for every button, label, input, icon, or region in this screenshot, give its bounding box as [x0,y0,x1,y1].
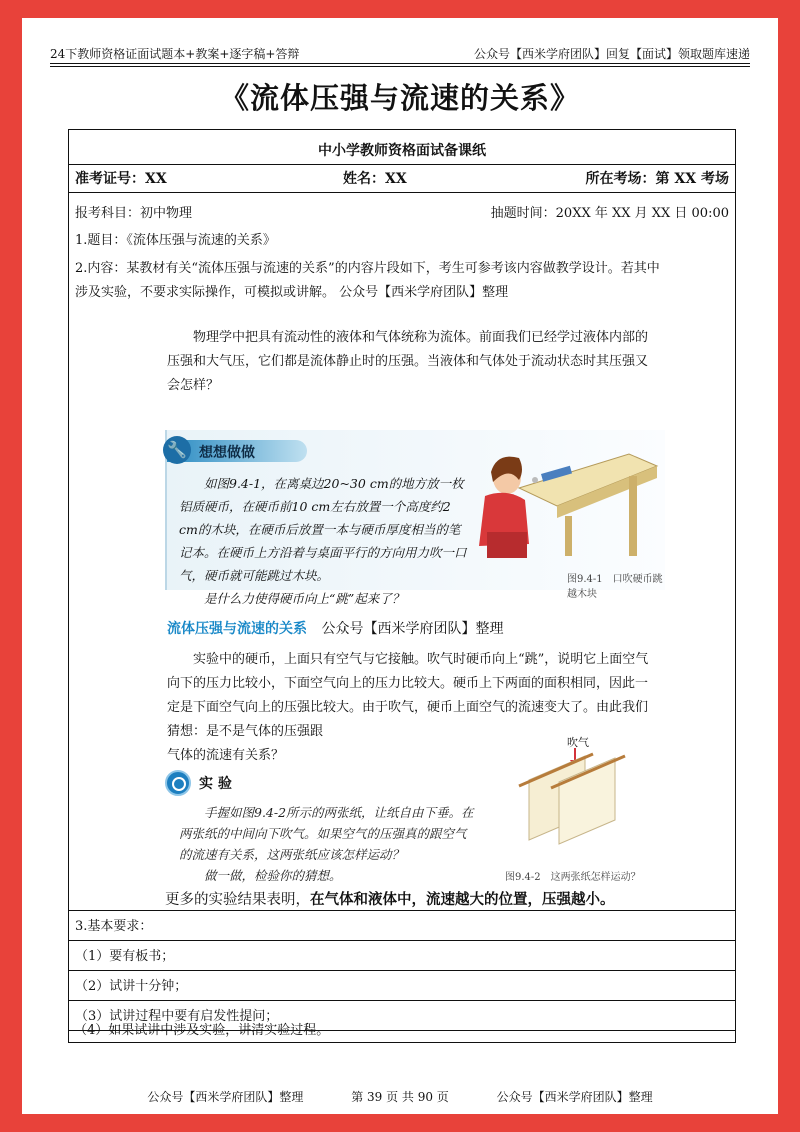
topic-line: 1.题目：《流体压强与流速的关系》 [75,233,276,248]
requirement-item: （3）试讲过程中要有启发性提问； [75,1009,279,1024]
page-footer [22,1088,778,1105]
divider [69,910,735,911]
textbook-intro: 物理学中把具有流动性的液体和气体统称为流体。前面我们已经学过液体内部的压强和大气压，它们都是流体静止时的压强。当液体和气体处于流动状态时其压强又会怎样？ [167,330,649,393]
experiment-header [165,770,285,796]
exam-id: 准考证号：XX [75,171,167,187]
think-and-do-text: 如图9.4-1，在离桌边20~30 cm的地方放一枚铝质硬币，在硬币前10 cm左右放置一个高度约2 cm的木块，在硬币后放置一本与硬币厚度相当的笔记本。在硬币上方沿着与桌面平行的方向用力吹一口气，硬币就可能跳过木块。 是什么力使得硬币向上“跳”起来了？ [179,472,467,610]
experiment-text: 手握如图9.4-2所示的两张纸，让纸自由下垂。在两张纸的中间向下吹气。如果空气的压强真的跟空气的流速有关系，这两张纸应该怎样运动？ 做一做，检验你的猜想。 [179,802,475,886]
experiment-prompt: 做一做，检验你的猜想。 [204,868,342,883]
think-question: 是什么力使得硬币向上“跳”起来了？ [204,591,405,606]
conclusion: 更多的实验结果表明，在气体和液体中，流速越大的位置，压强越小。 [165,891,615,908]
content-line-2: 涉及实验，不要求实际操作，可模拟或讲解。 公众号【西米学府团队】整理 [75,285,509,300]
girl-blowing-coin-illustration [479,436,659,558]
magnifier-icon [165,770,191,796]
draw-time: 抽题时间：20XX 年 XX 月 XX 日 00:00 [490,206,729,221]
page-header [50,40,750,62]
think-and-do-label: 想想做做 [199,445,255,461]
form-title: 中小学教师资格面试备课纸 [318,143,486,159]
exam-venue: 所在考场：第 XX 考场 [585,171,729,187]
think-and-do-header [167,440,307,462]
footer-left: 公众号【西米学府团队】整理 [147,1090,304,1104]
lesson-prep-form [68,129,736,1043]
document-title: 《流体压强与流速的关系》 [219,81,580,115]
experiment-label: 实 验 [199,776,232,792]
exam-subject: 报考科目：初中物理 [75,206,193,221]
document-page [22,18,778,1114]
section-heading [167,618,503,638]
section-note: 公众号【西米学府团队】整理 [321,621,504,637]
divider [69,164,735,165]
two-paper-sheets-illustration [507,746,637,858]
requirements-title: 3.基本要求： [75,919,153,934]
figure-2-caption: 图9.4-2 这两张纸怎样运动？ [505,872,641,883]
candidate-name: 姓名：XX [343,171,407,187]
header-rule-thin [50,66,750,67]
figure-1-caption: 图9.4-1 口吹硬币跳越木块 [567,574,663,600]
textbook-paragraph-2: 实验中的硬币，上面只有空气与它接触。吹气时硬币向上“跳”，说明它上面空气向下的压力比较小，下面空气向上的压力比较大。硬币上下两面的面积相同，因此一定是下面空气向上的压强比较大。由于吹气，硬币上面空气的流速变大了。由此我们猜想：是不是气体的压强跟 [167,652,649,739]
wrench-icon: 🔧 [163,436,191,464]
footer-right: 公众号【西米学府团队】整理 [496,1090,653,1104]
conclusion-emphasis: 在气体和液体中，流速越大的位置，压强越小。 [310,891,615,908]
content-line-1: 2.内容：某教材有关“流体压强与流速的关系”的内容片段如下，考生可参考该内容做教学设计。若其中 [75,261,660,276]
requirement-item: （2）试讲十分钟； [75,979,188,994]
divider [69,970,735,971]
header-rule [50,63,750,64]
header-right: 公众号【西米学府团队】回复【面试】领取题库速递 [473,47,750,61]
requirement-item: （1）要有板书； [75,949,175,964]
think-and-do-box [165,430,665,606]
header-left: 24下教师资格证面试题本+教案+逐字稿+答辩 [50,47,300,61]
divider [69,192,735,193]
section-title: 流体压强与流速的关系 [167,621,307,637]
page-number: 第 39 页 共 90 页 [351,1090,449,1104]
divider [69,940,735,941]
requirement-item: （4）如果试讲中涉及实验，讲清实验过程。 [74,1023,330,1038]
blow-label: 吹气 [567,736,589,749]
textbook-paragraph-2-end: 气体的流速有关系？ [167,748,285,763]
divider [69,1000,735,1001]
